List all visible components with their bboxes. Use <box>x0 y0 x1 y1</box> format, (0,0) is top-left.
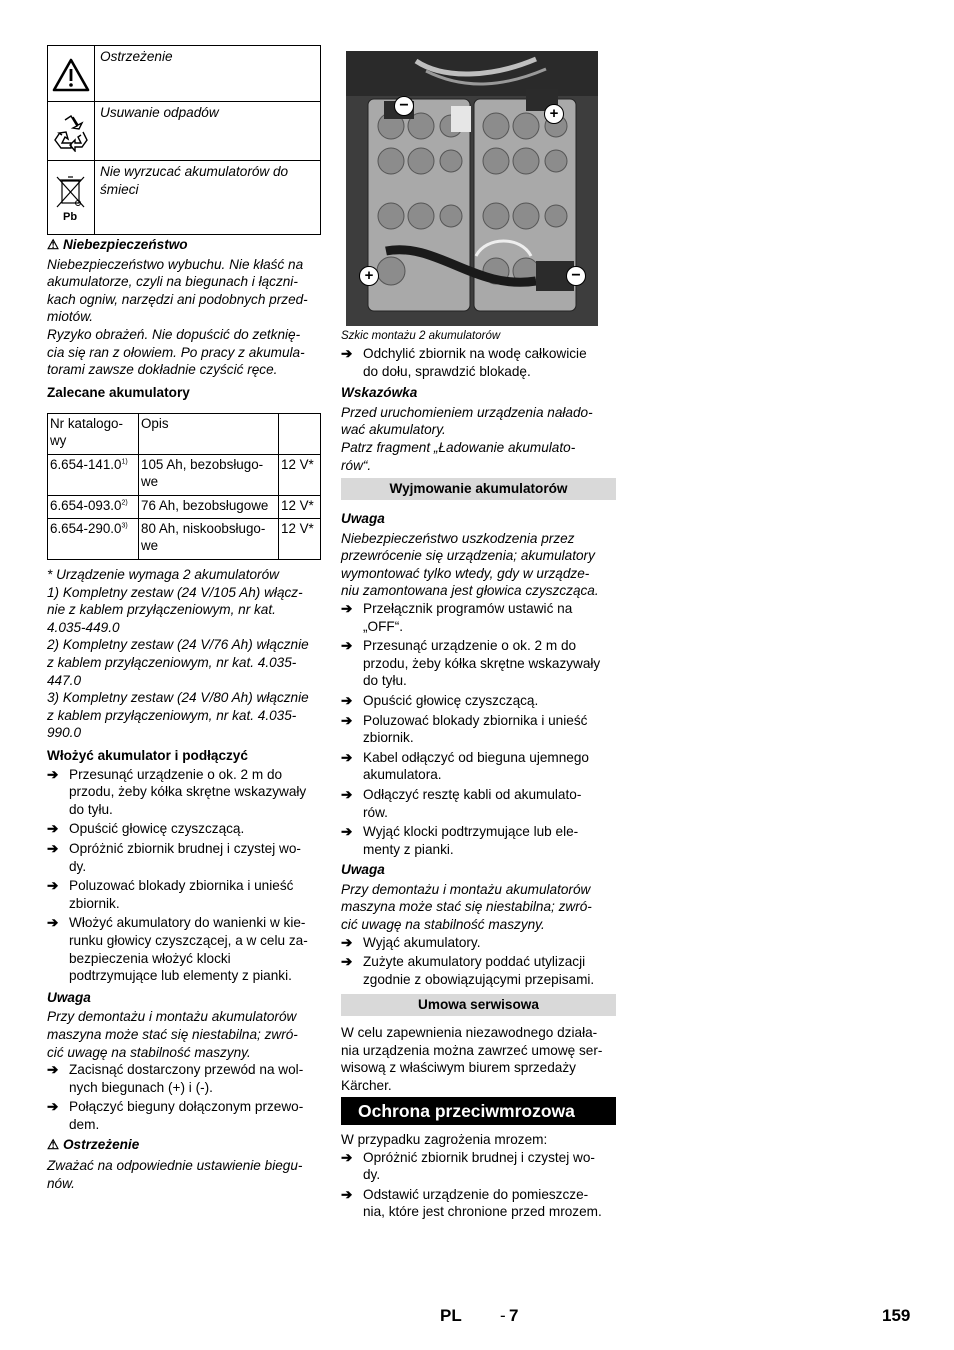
recommended-title: Zalecane akumulatory <box>47 385 190 400</box>
danger-text-2: Ryzyko obrażeń. Nie dopuścić do zetknię- cia się ran z ołowiem. Po pracy z akumula- torami zawsze dokładnie czyścić ręce. <box>47 326 305 378</box>
symbol-bin-label: Nie wyrzucać akumulatorów do śmieci <box>95 161 321 235</box>
insert-section <box>47 747 321 1192</box>
symbol-legend-table <box>47 45 321 235</box>
removal-heading: Wyjmowanie akumulatorów <box>341 478 616 500</box>
list-item: ➔ Opróżnić zbiornik brudnej i czystej wo- dy. <box>341 1149 595 1183</box>
header-empty <box>279 414 321 455</box>
frost-heading: Ochrona przeciwmrozowa <box>341 1097 616 1125</box>
photo-caption: Szkic montażu 2 akumulatorów <box>341 330 501 342</box>
frost-intro: W przypadku zagrożenia mrozem: <box>341 1132 548 1147</box>
recommended-notes: * Urządzenie wymaga 2 akumulatorów 1) Kompletny zestaw (24 V/105 Ah) włącz- nie z kablem przyłączeniowym, nr kat. 4.035-449.0 2) Kompletny zestaw (24 V/76 Ah) włącznie z kablem przyłączeniowym, nr kat. 4.035- 447.0 3) Kompletny zestaw (24 V/80 Ah) włącznie z kablem przyłączeniowym, nr kat. 4.035- 990.0 <box>47 567 309 741</box>
pb-label: Pb <box>63 211 78 223</box>
insert-warning-title: ⚠ Ostrzeżenie <box>47 1137 140 1153</box>
header-desc: Opis <box>139 414 279 455</box>
removal-note: Niebezpieczeństwo uszkodzenia przez przewrócenie się urządzenia; akumulatory wymontować tylko wtedy, gdy w urządze- niu zamontowana jest głowica czyszcząca. <box>341 530 599 599</box>
recycle-cell <box>48 102 95 161</box>
list-item: ➔ Odstawić urządzenie do pomieszcze- nia, które jest chronione przed mrozem. <box>341 1186 602 1220</box>
plus-pole-icon: + <box>359 266 379 286</box>
danger-title: ⚠ Niebezpieczeństwo <box>47 237 188 252</box>
warning-triangle-small-icon: ⚠ <box>47 237 60 252</box>
list-item: ➔ Opróżnić zbiornik brudnej i czystej wo- dy. <box>47 840 301 874</box>
list-item: ➔ Zużyte akumulatory poddać utylizacji zgodnie z obowiązującymi przepisami. <box>341 954 595 987</box>
bin-cell <box>48 161 95 235</box>
minus-pole-icon: − <box>394 96 414 116</box>
hint-text: Przed uruchomieniem urządzenia nałado- wać akumulatory. Patrz fragment „Ładowanie akumulato- rów“. <box>341 404 593 473</box>
list-item: ➔ Połączyć bieguny dołączonym przewo- dem. <box>47 1099 304 1132</box>
danger-text-1: Niebezpieczeństwo wybuchu. Nie kłaść na akumulatorze, czyli na biegunach i łączni- kach ogniw, narzędzi ani podobnych przed- miotów. <box>47 256 308 325</box>
list-item: ➔ Włożyć akumulatory do wanienki w kie- runku głowicy czyszczącej, a w celu za- bezpieczenia włożyć klocki podtrzymujące lub elementy z pianki. <box>47 915 308 984</box>
list-item: ➔ Kabel odłączyć od bieguna ujemnego akumulatora. <box>341 749 589 783</box>
list-item: ➔ Opuścić głowicę czyszczącą. <box>341 692 539 708</box>
footer-page-number: 159 <box>882 1306 911 1325</box>
list-item: ➔ Wyjąć akumulatory. <box>341 934 481 950</box>
warning-triangle-small-icon: ⚠ <box>47 1137 60 1153</box>
removal-note2-title: Uwaga <box>341 862 385 878</box>
battery-photo-illustration <box>346 51 598 326</box>
minus-pole-icon: − <box>566 266 586 286</box>
list-item: ➔ Przesunąć urządzenie o ok. 2 m do przodu, żeby kółka skrętne wskazywały do tyłu. <box>341 638 601 689</box>
list-item: ➔ Przełącznik programów ustawić na „OFF“. <box>341 600 573 634</box>
insert-warning: Zważać na odpowiednie ustawienie biegu- nów. <box>47 1158 303 1191</box>
service-text: W celu zapewnienia niezawodnego działa- nia urządzenia można zawrzeć umowę ser- wisową z właściwym biurem sprzedaży Kärcher. <box>341 1025 603 1093</box>
removal-section <box>341 510 616 988</box>
list-item: ➔ Opuścić głowicę czyszczącą. <box>47 821 245 837</box>
list-item: ➔ Zacisnąć dostarczony przewód na wol- nych biegunach (+) i (-). <box>47 1062 304 1095</box>
footer-local-page: 7 <box>509 1306 519 1325</box>
warning-cell <box>48 46 95 102</box>
list-item: ➔ Poluzować blokady zbiornika i unieść zbiornik. <box>47 878 294 911</box>
recycle-icon <box>51 112 91 152</box>
battery-photo <box>346 51 598 326</box>
crossed-bin-pb-icon <box>51 169 91 225</box>
insert-title: Włożyć akumulator i podłączyć <box>47 748 248 763</box>
removal-note2: Przy demontażu i montażu akumulatorów maszyna może stać się niestabilna; zwró- cić uwagę na stabilność maszyny. <box>341 881 592 933</box>
insert-note-title: Uwaga <box>47 989 91 1005</box>
footer-dash: - <box>500 1306 506 1325</box>
frost-section <box>341 1131 616 1221</box>
list-item: ➔ Poluzować blokady zbiornika i unieść zbiornik. <box>341 712 588 746</box>
danger-block <box>47 236 321 379</box>
list-item: ➔ Odłączyć resztę kabli od akumulato- rów. <box>341 786 582 820</box>
plus-pole-icon: + <box>544 104 564 124</box>
insert-note: Przy demontażu i montażu akumulatorów maszyna może stać się niestabilna; zwró- cić uwagę na stabilność maszyny. <box>47 1009 298 1060</box>
table-row: 6.654-141.0$^{1)}$ 105 Ah, bezobsługo- we 12 V* <box>48 455 321 496</box>
hint-title: Wskazówka <box>341 385 418 401</box>
symbol-warning-label: Ostrzeżenie <box>95 46 321 102</box>
removal-note-title: Uwaga <box>341 511 385 526</box>
warning-triangle-icon <box>52 57 90 93</box>
symbol-recycle-label: Usuwanie odpadów <box>95 102 321 161</box>
recommended-batteries-table <box>47 413 321 560</box>
list-item: ➔ Odchylić zbiornik na wodę całkowicie do dołu, sprawdzić blokadę. <box>341 346 587 379</box>
table-row: 6.654-093.0$^{2)}$ 76 Ah, bezobsługowe 12 V* <box>48 496 321 519</box>
right-top-section <box>341 345 616 474</box>
list-item: ➔ Wyjąć klocki podtrzymujące lub ele- menty z pianki. <box>341 824 579 857</box>
service-heading: Umowa serwisowa <box>341 994 616 1016</box>
footer-language: PL <box>440 1306 462 1325</box>
table-row: 6.654-290.0$^{3)}$ 80 Ah, niskoobsługo- we 12 V* <box>48 519 321 560</box>
list-item: ➔ Przesunąć urządzenie o ok. 2 m do przodu, żeby kółka skrętne wskazywały do tyłu. <box>47 766 307 817</box>
header-nr: Nr katalogo- wy <box>48 414 139 455</box>
